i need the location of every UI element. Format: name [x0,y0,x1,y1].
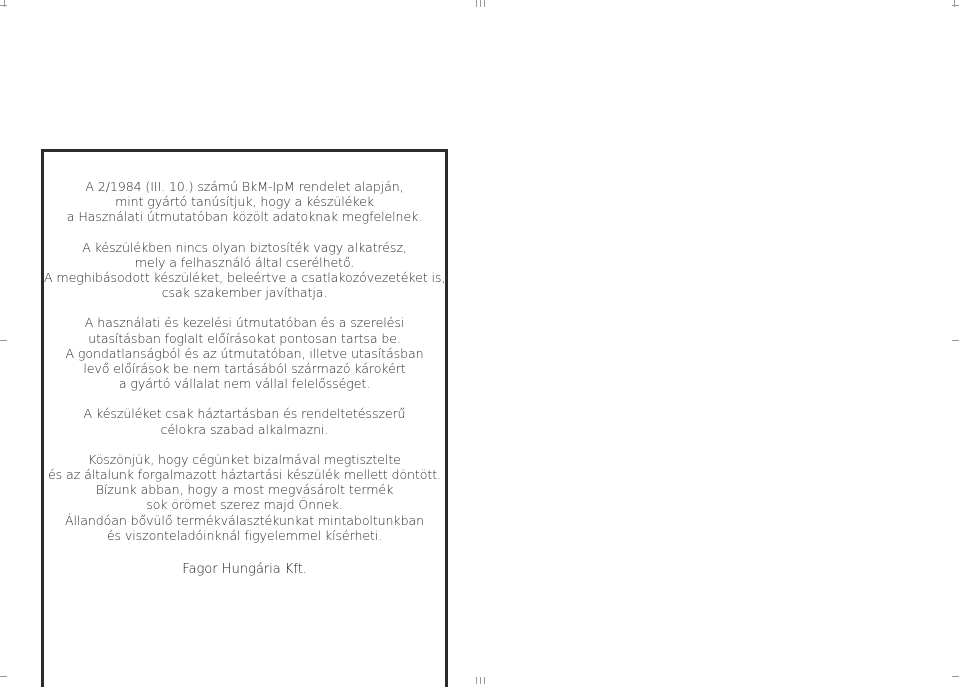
crop-mark-top-4 [484,0,485,7]
crop-mark-bottom-3 [484,677,485,684]
text-line: A használati és kezelési útmutatóban és a szerelési [84,315,405,331]
declaration-text [44,179,445,577]
text-line: A készüléket csak háztartásban és rendeltetésszerű [83,406,406,422]
text-line: a gyártó vállalat nem vállal felelősséget. [118,376,371,392]
text-line: Bízunk abban, hogy a most megvásárolt termék [95,482,394,498]
crop-mark-bottom-right [952,676,959,677]
text-line: A 2/1984 (III. 10.) számú BkM-IpM rendelet alapján, [85,179,404,194]
text-line: Állandóan bővülő termékválasztékunkat mintaboltunkban [64,512,425,528]
crop-mark-bottom-1 [476,677,477,684]
text-line: és viszonteladóinknál figyelemmel kísérheti. [106,527,383,543]
repair-paragraph [44,240,445,301]
text-line: A készülékben nincs olyan biztosíték vagy alkatrész, [82,239,407,255]
liability-paragraph [44,315,445,391]
usage-paragraph [44,406,445,436]
text-line: A meghibásodott készüléket, beleértve a csatlakozóvezetéket is, [44,270,446,286]
text-line: és az általunk forgalmazott háztartási készülék mellett döntött. [48,467,441,483]
crop-mark-left-1 [0,5,7,6]
text-line: utasításban foglalt előírásokat pontosan tartsa be. [88,330,401,346]
text-line: mely a felhasználó által cserélhető. [134,254,355,270]
crop-mark-left-2 [0,340,7,341]
crop-mark-bottom-left [0,676,7,677]
text-line: A gondatlanságból és az útmutatóban, illetve utasításban [65,345,424,361]
text-line: levő előírások be nem tartásából származó károkért [83,361,406,377]
crop-mark-right-1 [952,5,959,6]
text-line: célokra szabad alkalmazni. [160,421,329,437]
text-line: a Használati útmutatóban közölt adatoknak megfelelnek. [66,209,423,225]
crop-mark-top-2 [476,0,477,7]
crop-mark-bottom-2 [480,677,481,684]
text-line: sok örömet szerez majd Önnek. [146,497,343,513]
conformity-paragraph [44,179,445,225]
crop-mark-top-3 [480,0,481,7]
text-line: Köszönjük, hogy cégünket bizalmával megtisztelte [88,451,401,467]
company-signature: Fagor Hungária Kft. [182,562,307,578]
thanks-paragraph [44,452,445,543]
text-line: csak szakember javíthatja. [161,285,328,301]
crop-mark-right-2 [952,340,959,341]
text-line: mint gyártó tanúsítjuk, hogy a készülékek [115,194,374,210]
